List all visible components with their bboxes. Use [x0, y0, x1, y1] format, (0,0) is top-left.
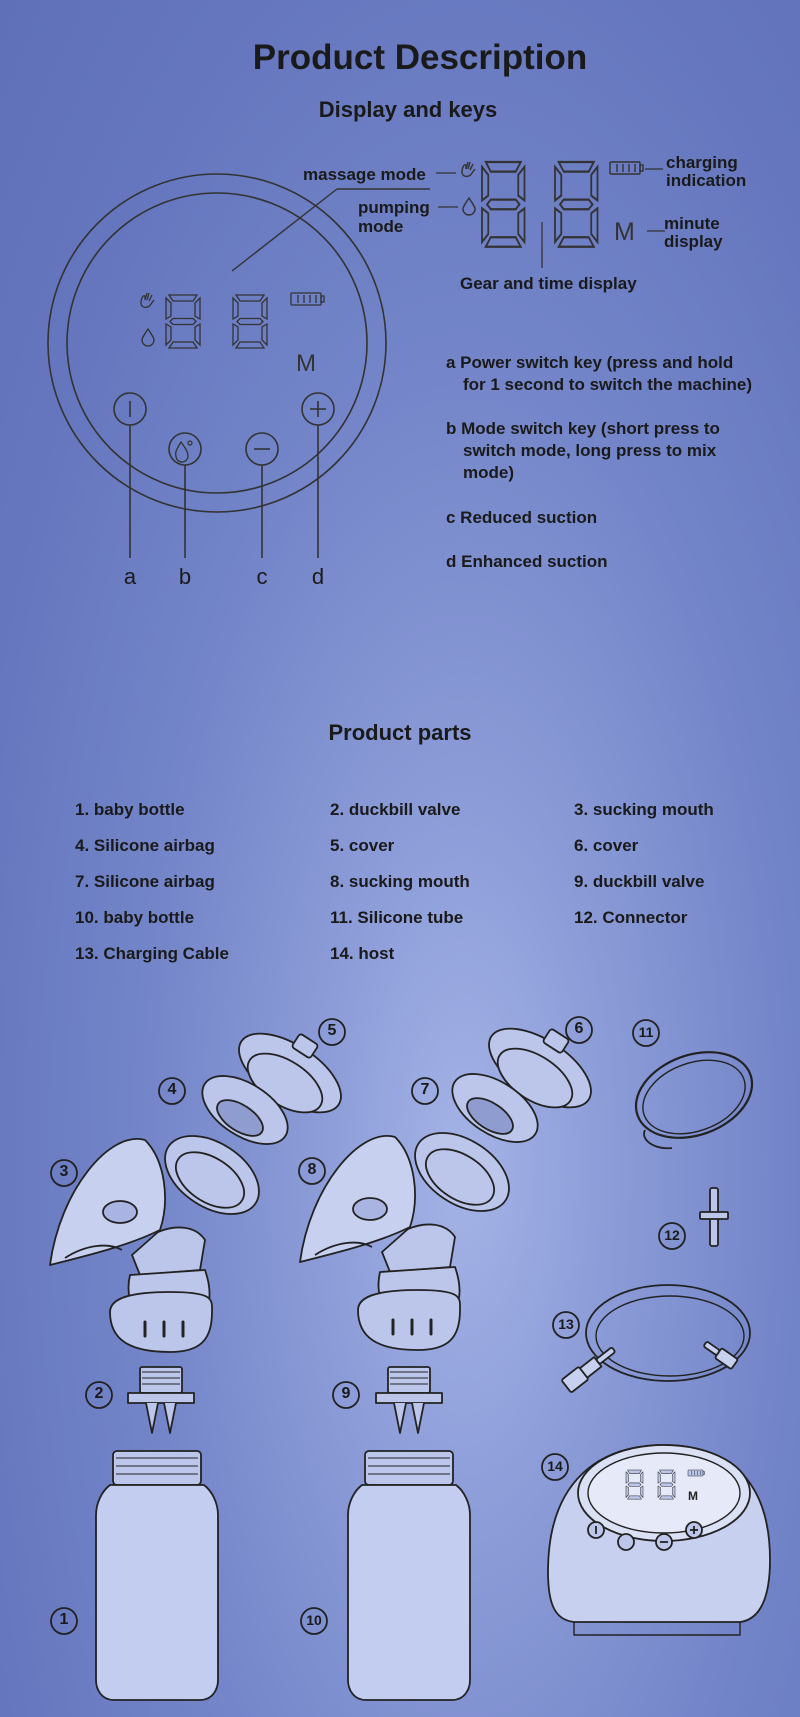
- callout-13: 13: [558, 1316, 574, 1332]
- connector-illustration: [700, 1188, 728, 1246]
- part-label: 13. Charging Cable: [75, 944, 229, 963]
- charging-label-line2: indication: [666, 171, 747, 190]
- left-duckbill-valve-illustration: [128, 1367, 194, 1433]
- part-label: 6. cover: [574, 836, 639, 855]
- right-duckbill-valve-illustration: [376, 1367, 442, 1433]
- key-description-d: d Enhanced suction: [446, 552, 608, 571]
- silicone-tube-illustration: [624, 1037, 764, 1153]
- callout-5: 5: [327, 1022, 337, 1039]
- part-label: 2. duckbill valve: [330, 800, 461, 819]
- host-minute-symbol: M: [688, 1489, 698, 1503]
- callout-14: 14: [547, 1458, 563, 1474]
- minute-label-line2: display: [664, 232, 723, 251]
- callout-9: 9: [341, 1385, 351, 1402]
- large-minute-symbol: M: [614, 218, 635, 246]
- part-label: 3. sucking mouth: [574, 800, 714, 819]
- part-label: 8. sucking mouth: [330, 872, 470, 891]
- callout-3: 3: [59, 1163, 69, 1180]
- callout-1: 1: [59, 1611, 69, 1628]
- panel-minute-symbol: M: [296, 350, 316, 377]
- host-illustration: [548, 1445, 770, 1635]
- key-description-c: c Reduced suction: [446, 508, 598, 527]
- key-letter-c: c: [256, 564, 268, 589]
- part-label: 10. baby bottle: [75, 908, 195, 927]
- callout-6: 6: [574, 1020, 584, 1037]
- massage-mode-label: massage mode: [303, 165, 426, 184]
- key-letter-a: a: [123, 564, 137, 589]
- callout-2: 2: [94, 1385, 104, 1402]
- part-label: 12. Connector: [574, 908, 688, 927]
- key-letter-d: d: [311, 564, 325, 589]
- callout-10: 10: [306, 1612, 322, 1628]
- pumping-mode-label-line1: pumping: [358, 198, 430, 217]
- page-title: Product Description: [252, 38, 588, 77]
- key-description-a: a Power switch key (press and hold for 1 second to switch the machine): [446, 353, 753, 394]
- charging-cable-illustration: [561, 1285, 750, 1393]
- parts-heading: Product parts: [328, 720, 472, 745]
- right-bottle-illustration: [348, 1451, 470, 1700]
- minute-label-line1: minute: [664, 214, 720, 233]
- callout-7: 7: [420, 1081, 430, 1098]
- callout-8: 8: [307, 1161, 317, 1178]
- key-description-b: b Mode switch key (short press to switch mode, long press to mix mode): [446, 419, 720, 482]
- part-label: 5. cover: [330, 836, 395, 855]
- host-battery-icon: [688, 1470, 705, 1476]
- callout-4: 4: [167, 1081, 177, 1098]
- part-label: 9. duckbill valve: [574, 872, 705, 891]
- pumping-mode-label-line2: mode: [358, 217, 404, 236]
- callout-11: 11: [638, 1024, 654, 1040]
- part-label: 14. host: [330, 944, 395, 963]
- part-label: 4. Silicone airbag: [75, 836, 215, 855]
- part-label: 11. Silicone tube: [330, 908, 464, 927]
- part-label: 1. baby bottle: [75, 800, 185, 819]
- callout-12: 12: [664, 1227, 680, 1243]
- part-label: 7. Silicone airbag: [75, 872, 215, 891]
- display-heading: Display and keys: [318, 97, 498, 122]
- left-bottle-illustration: [96, 1451, 218, 1700]
- key-letter-b: b: [178, 564, 192, 589]
- gear-time-label: Gear and time display: [460, 274, 637, 293]
- charging-label-line1: charging: [666, 153, 738, 172]
